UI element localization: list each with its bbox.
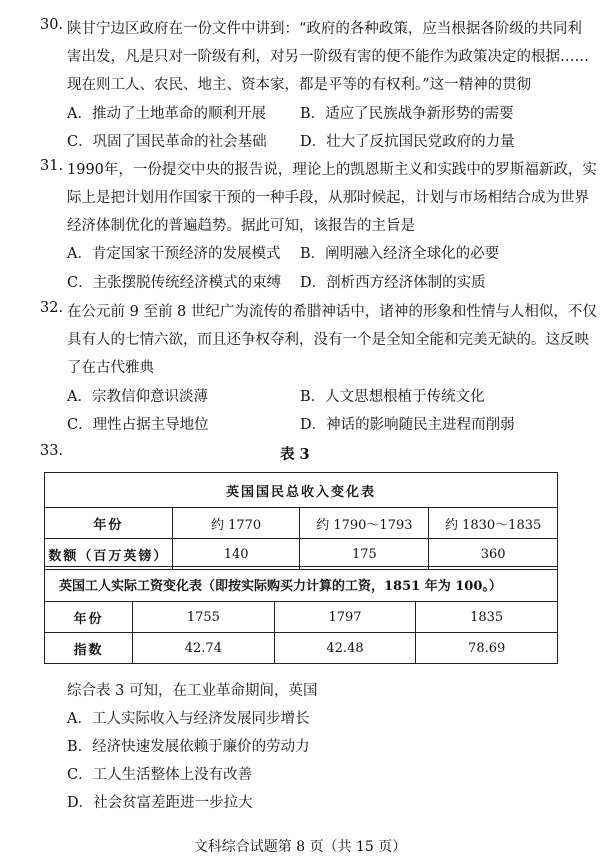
question-number: 33.: [40, 443, 64, 459]
question-number: 30.: [40, 17, 64, 33]
table-header-cell: 约 1790～1793: [300, 508, 429, 539]
question-stem-line: 具有人的七情六欲，而且还争权夺利，没有一个是全知全能和完美无缺的。这反映: [67, 332, 589, 348]
option-c: C．理性占据主导地位: [67, 417, 209, 433]
question-stem-line: 际上是把计划用作国家干预的一种手段，从那时候起，计划与市场相结合成为世界: [67, 190, 589, 206]
question-stem-line: 在公元前 9 至前 8 世纪广为流传的希腊神话中，诸神的形象和性情与人相似，不仅: [67, 304, 597, 320]
option-a: A．肯定国家干预经济的发展模式: [67, 246, 281, 262]
option-b: B．适应了民族战争新形势的需要: [300, 106, 514, 122]
option-c: C．主张摆脱传统经济模式的束缚: [67, 275, 282, 291]
option-d: D．社会贫富差距进一步拉大: [67, 795, 253, 811]
option-a: A．工人实际收入与经济发展同步增长: [67, 711, 310, 727]
table-cell: 360: [429, 539, 558, 570]
table-header-cell: 约 1830～1835: [429, 508, 558, 539]
table-label: 表 3: [280, 446, 310, 463]
option-b: B．阐明融入经济全球化的必要: [300, 246, 500, 262]
table-header-cell: 约 1770: [172, 508, 300, 539]
table-cell: 指数: [45, 633, 133, 664]
option-d: D．神话的影响随民主进程而削弱: [300, 417, 515, 433]
table-cell: 140: [172, 539, 300, 570]
wage-table: [44, 566, 558, 664]
page-footer: 文科综合试题第 8 页（共 15 页）: [193, 839, 407, 855]
option-d: D．剖析西方经济体制的实质: [300, 275, 486, 291]
question-stem-line: 综合表 3 可知，在工业革命期间，英国: [67, 683, 318, 699]
table-cell: 175: [300, 539, 429, 570]
question-stem-line: 陕甘宁边区政府在一份文件中讲到：“政府的各种政策，应当根据各阶级的共同利: [67, 21, 582, 37]
option-b: B．人文思想根植于传统文化: [300, 389, 485, 405]
option-a: A．宗教信仰意识淡薄: [67, 389, 208, 405]
income-table-title: 英国国民总收入变化表: [45, 473, 558, 508]
table-header-cell: 1835: [416, 602, 558, 633]
question-number: 31.: [40, 158, 64, 174]
option-c: C．工人生活整体上没有改善: [67, 767, 253, 783]
option-d: D．壮大了反抗国民党政府的力量: [300, 134, 515, 150]
table-header-cell: 1797: [274, 602, 416, 633]
table-cell: 数额（百万英镑）: [45, 539, 173, 570]
question-stem-line: 经济体制优化的普遍趋势。据此可知，该报告的主旨是: [67, 218, 415, 234]
table-cell: 42.74: [133, 633, 275, 664]
question-stem-line: 1990年，一份提交中央的报告说，理论上的凯恩斯主义和实践中的罗斯福新政，实: [67, 162, 597, 178]
wage-table-title: 英国工人实际工资变化表（即按实际购买力计算的工资，1851 年为 100。）: [45, 567, 558, 602]
option-a: A．推动了土地革命的顺利开展: [67, 106, 266, 122]
option-c: C．巩固了国民革命的社会基础: [67, 134, 267, 150]
income-table: [44, 472, 558, 570]
table-header-cell: 年份: [45, 602, 133, 633]
table-header-cell: 1755: [133, 602, 275, 633]
table-cell: 42.48: [274, 633, 416, 664]
table-header-cell: 年份: [45, 508, 173, 539]
question-stem-line: 了在古代雅典: [67, 360, 154, 376]
question-number: 32.: [40, 300, 64, 316]
question-stem-line: 害出发，凡是只对一阶级有利，对另一阶级有害的便不能作为政策决定的根据……: [67, 49, 589, 65]
table-cell: 78.69: [416, 633, 558, 664]
option-b: B．经济快速发展依赖于廉价的劳动力: [67, 739, 310, 755]
question-stem-line: 现在则工人、农民、地主、资本家，都是平等的有权利。”这一精神的贯彻: [67, 77, 532, 93]
